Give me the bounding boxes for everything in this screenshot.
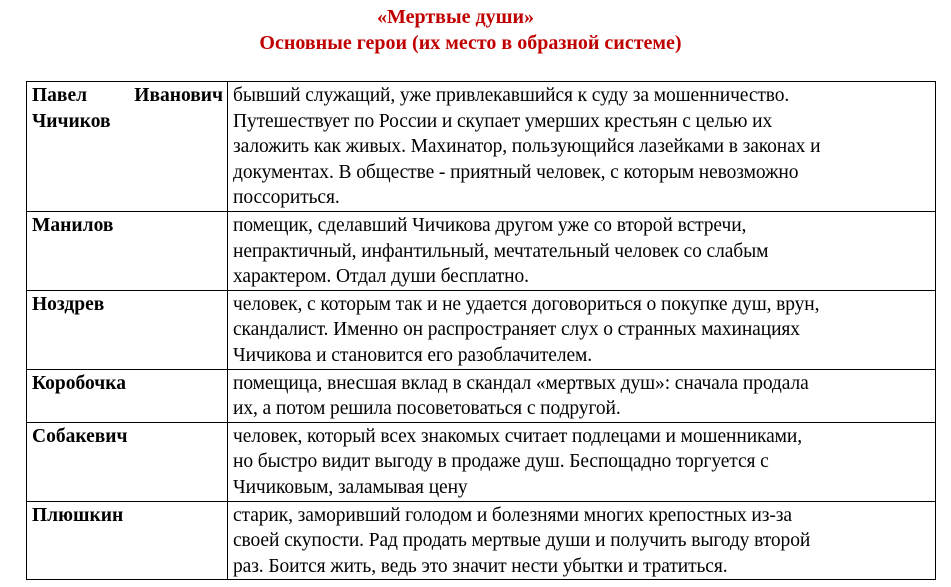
hero-name-cell: Собакевич [27,422,228,501]
document-header [0,4,951,56]
description-line: заложить как живых. Махинатор, пользующийся лазейками в законах и [233,136,821,158]
heroes-table [26,81,936,580]
table-row-korobochka [27,369,936,422]
hero-name-line [32,83,223,109]
description-line: непрактичный, инфантильный, мечтательный человек со слабым [233,240,769,262]
description-line: скандалист. Именно он распространяет слух о странных махинациях [233,319,800,341]
description-line: Путешествует по России и скупает умерших крестьян с целью их [233,110,773,132]
hero-name-cell: Ноздрев [27,290,228,369]
table-row-plyushkin [27,501,936,580]
description-line: документах. В обществе - приятный человек, с которым невозможно [233,161,799,183]
hero-name-cell: Манилов [27,211,228,290]
hero-patronymic: Иванович [134,85,223,106]
hero-description [228,290,936,369]
description-line: раз. Боится жить, ведь это значит нести убытки и тратиться. [233,555,728,577]
description-line: старик, заморивший голодом и болезнями многих крепостных из-за [233,504,792,526]
hero-surname: Чичиков [32,110,111,132]
description-line: но быстро видит выгоду в продаже душ. Беспощадно торгуется с [233,451,769,473]
description-line: характером. Отдал души бесплатно. [233,266,529,288]
description-line: человек, который всех знакомых считает подлецами и мошенниками, [233,425,803,447]
description-line: помещик, сделавший Чичикова другом уже со второй встречи, [233,214,747,236]
hero-description [228,422,936,501]
table-row-chichikov [27,82,936,212]
description-line: помещица, внесшая вклад в скандал «мертвых душ»: сначала продала [233,372,809,394]
hero-first-name: Павел [32,85,88,106]
table-row-sobakevich [27,422,936,501]
hero-name-cell [27,82,228,212]
description-line: Чичикова и становится его разоблачителем. [233,344,593,366]
hero-description [228,501,936,580]
description-line: Чичиковым, заламывая цену [233,476,468,498]
hero-description [228,82,936,212]
description-line: поссориться. [233,187,340,209]
hero-name-cell: Плюшкин [27,501,228,580]
description-line: бывший служащий, уже привлекавшийся к суду за мошенничество. [233,85,790,106]
hero-name-cell: Коробочка [27,369,228,422]
description-line: их, а потом решила посоветоваться с подругой. [233,398,621,420]
hero-description [228,369,936,422]
description-line: своей скупости. Рад продать мертвые души и получить выгоду второй [233,530,811,552]
table-row-nozdrev [27,290,936,369]
document-subtitle: Основные герои (их место в образной системе) [259,32,682,54]
hero-description [228,211,936,290]
table-row-manilov [27,211,936,290]
document-title: «Мертвые души» [377,6,534,28]
description-line: человек, с которым так и не удается договориться о покупке душ, врун, [233,293,820,315]
